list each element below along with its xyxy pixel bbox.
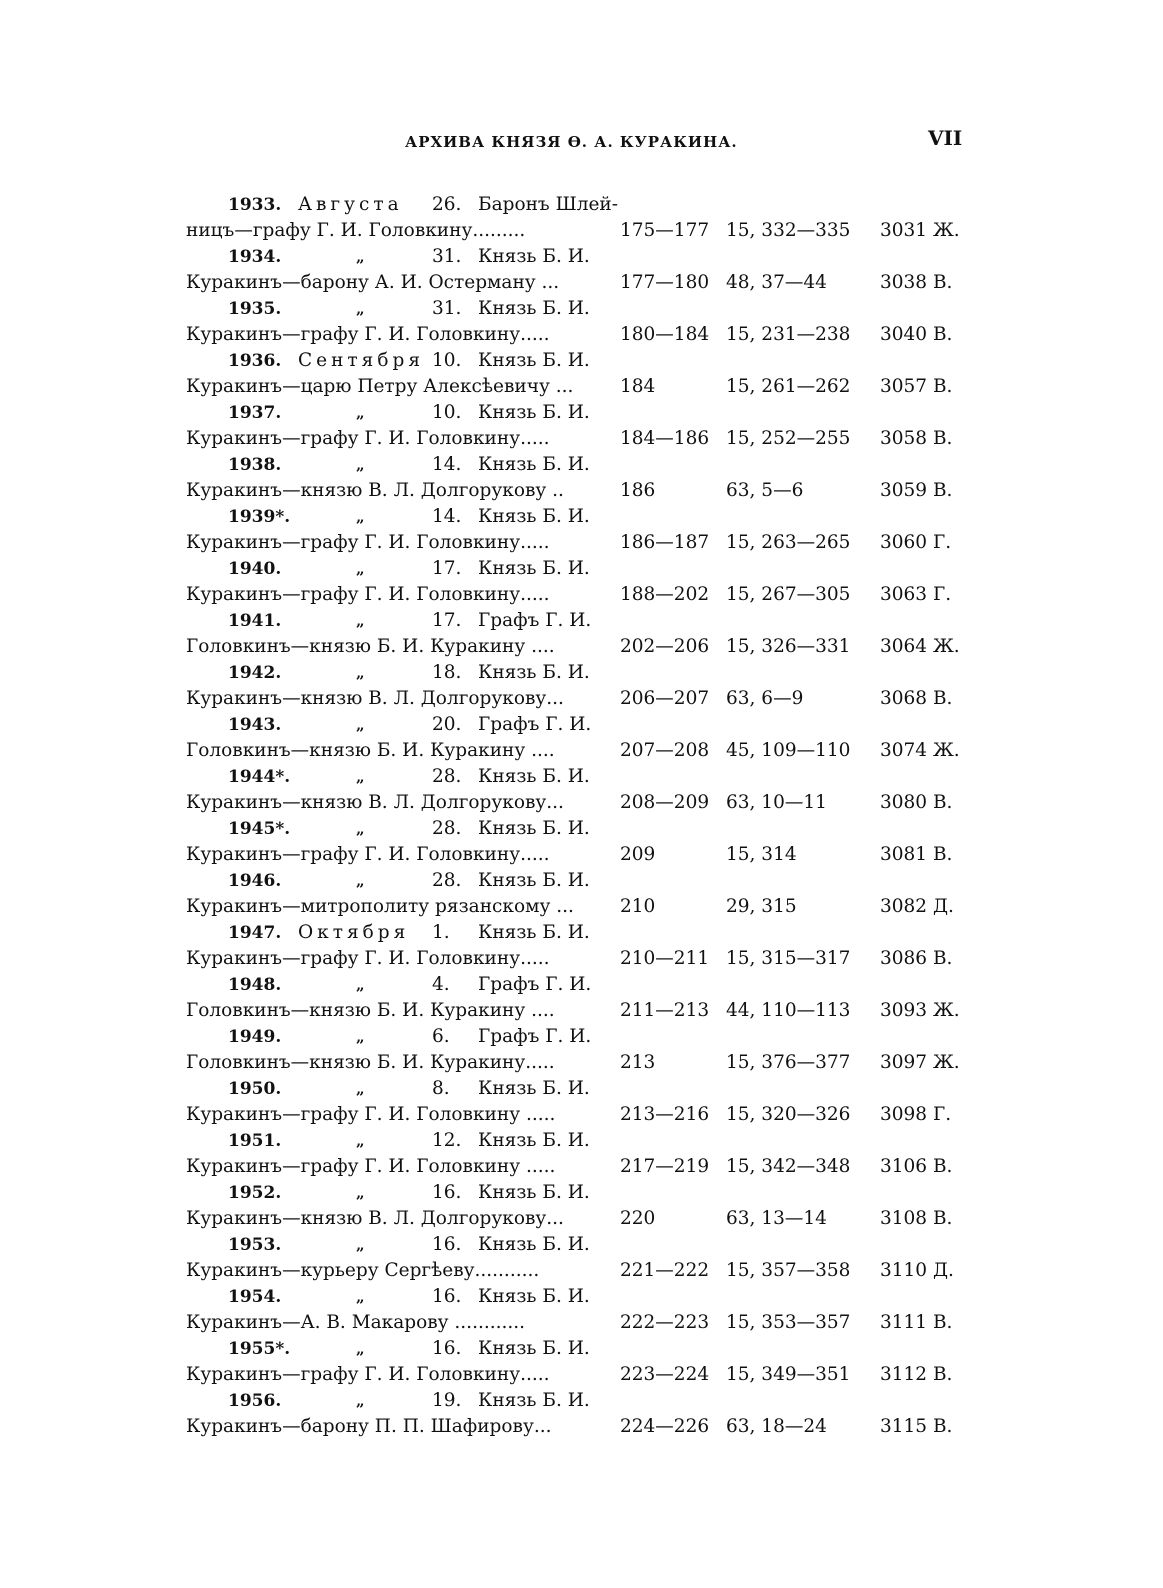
index-entry [0,972,1163,1024]
ditto-mark: „ [356,716,365,734]
entry-number: 1942. [228,663,282,683]
entry-archive-number: 3038 В. [880,272,953,293]
entry-day: 20. [432,714,462,735]
entry-sender: Князь Б. И. [478,506,590,527]
entry-archive-number: 3064 Ж. [880,636,960,657]
entry-day: 12. [432,1130,462,1151]
entry-archive-number: 3063 Г. [880,584,952,605]
entry-sender: Князь Б. И. [478,454,590,475]
index-entry [0,556,1163,608]
entry-correspondence: Головкинъ—князю Б. И. Куракину..... [186,1052,555,1073]
entry-sender: Князь Б. И. [478,766,590,787]
entry-number: 1956. [228,1391,282,1411]
entry-archive-number: 3115 В. [880,1416,953,1437]
entry-archive-number: 3098 Г. [880,1104,952,1125]
entry-reference: 15, 326—331 [726,636,851,657]
entry-day: 26. [432,194,462,215]
ditto-mark: „ [356,1132,365,1150]
index-entry [0,712,1163,764]
entry-archive-number: 3074 Ж. [880,740,960,761]
entry-correspondence: Куракинъ—барону П. П. Шафирову... [186,1416,552,1437]
entry-archive-number: 3110 Д. [880,1260,954,1281]
entry-sender: Князь Б. И. [478,350,590,371]
entry-correspondence: Головкинъ—князю Б. И. Куракину .... [186,1000,555,1021]
entry-sender: Князь Б. И. [478,818,590,839]
entry-pages: 188—202 [620,584,710,605]
index-entry [0,868,1163,920]
entry-number: 1943. [228,715,282,735]
entry-reference: 15, 261—262 [726,376,851,397]
entry-archive-number: 3060 Г. [880,532,952,553]
entry-day: 8. [432,1078,450,1099]
entry-sender: Князь Б. И. [478,1130,590,1151]
entry-correspondence: Головкинъ—князю Б. И. Куракину .... [186,740,555,761]
entry-archive-number: 3106 В. [880,1156,953,1177]
entry-correspondence: Куракинъ—барону А. И. Остерману ... [186,272,560,293]
entry-correspondence: Куракинъ—графу Г. И. Головкину..... [186,948,550,969]
entry-day: 31. [432,298,462,319]
index-entry [0,1284,1163,1336]
entry-number: 1945*. [228,819,291,839]
page-number: VII [928,126,963,150]
entry-reference: 15, 320—326 [726,1104,851,1125]
entry-number: 1947. [228,923,282,943]
entry-correspondence: Куракинъ—графу Г. И. Головкину..... [186,428,550,449]
index-entry [0,348,1163,400]
entry-day: 28. [432,766,462,787]
entry-day: 28. [432,870,462,891]
entry-reference: 63, 18—24 [726,1416,827,1437]
entry-reference: 63, 13—14 [726,1208,827,1229]
entry-pages: 213 [620,1052,656,1073]
entry-reference: 63, 6—9 [726,688,804,709]
index-entry [0,400,1163,452]
entry-number: 1951. [228,1131,282,1151]
entry-reference: 15, 332—335 [726,220,851,241]
entry-archive-number: 3031 Ж. [880,220,960,241]
entry-day: 16. [432,1234,462,1255]
entry-sender: Графъ Г. И. [478,974,592,995]
entry-archive-number: 3080 В. [880,792,953,813]
entry-pages: 184—186 [620,428,710,449]
ditto-mark: „ [356,1392,365,1410]
entry-archive-number: 3108 В. [880,1208,953,1229]
entry-sender: Князь Б. И. [478,298,590,319]
entry-sender: Баронъ Шлей- [478,194,618,215]
entry-day: 6. [432,1026,450,1047]
entry-pages: 202—206 [620,636,710,657]
entry-pages: 207—208 [620,740,710,761]
entry-day: 1. [432,922,450,943]
entry-pages: 220 [620,1208,656,1229]
running-head: АРХИВА КНЯЗЯ Ѳ. А. КУРАКИНА. [405,133,738,151]
entry-correspondence: Куракинъ—графу Г. И. Головкину ..... [186,1104,556,1125]
entry-archive-number: 3082 Д. [880,896,954,917]
entry-number: 1946. [228,871,282,891]
index-entry [0,1232,1163,1284]
entry-correspondence: Куракинъ—князю В. Л. Долгорукову... [186,1208,564,1229]
entry-sender: Князь Б. И. [478,402,590,423]
entry-pages: 221—222 [620,1260,710,1281]
entry-sender: Графъ Г. И. [478,610,592,631]
entry-archive-number: 3068 В. [880,688,953,709]
entry-day: 31. [432,246,462,267]
entry-number: 1953. [228,1235,282,1255]
entry-reference: 15, 315—317 [726,948,851,969]
entry-pages: 224—226 [620,1416,710,1437]
entry-correspondence: Куракинъ—графу Г. И. Головкину ..... [186,1156,556,1177]
ditto-mark: „ [356,1236,365,1254]
entry-correspondence: Куракинъ—графу Г. И. Головкину..... [186,1364,550,1385]
index-entry [0,1180,1163,1232]
entry-reference: 15, 263—265 [726,532,851,553]
entry-day: 28. [432,818,462,839]
entry-day: 10. [432,350,462,371]
entry-correspondence: Куракинъ—графу Г. И. Головкину..... [186,844,550,865]
entry-sender: Князь Б. И. [478,662,590,683]
entry-correspondence: Куракинъ—князю В. Л. Долгорукову .. [186,480,564,501]
entry-number: 1939*. [228,507,291,527]
entry-reference: 15, 314 [726,844,797,865]
ditto-mark: „ [356,456,365,474]
entry-day: 16. [432,1338,462,1359]
entry-day: 18. [432,662,462,683]
entry-correspondence: Куракинъ—графу Г. И. Головкину..... [186,324,550,345]
entry-pages: 175—177 [620,220,710,241]
letter-index-list [0,192,1163,1440]
entry-day: 16. [432,1286,462,1307]
entry-reference: 45, 109—110 [726,740,851,761]
entry-reference: 15, 231—238 [726,324,851,345]
entry-day: 14. [432,506,462,527]
entry-day: 16. [432,1182,462,1203]
entry-month: Сентября [298,350,424,371]
entry-pages: 223—224 [620,1364,710,1385]
index-entry [0,244,1163,296]
entry-number: 1934. [228,247,282,267]
ditto-mark: „ [356,1080,365,1098]
index-entry [0,1076,1163,1128]
entry-number: 1938. [228,455,282,475]
entry-sender: Князь Б. И. [478,558,590,579]
entry-archive-number: 3111 В. [880,1312,953,1333]
index-entry [0,296,1163,348]
entry-reference: 15, 342—348 [726,1156,851,1177]
index-entry [0,1336,1163,1388]
index-entry [0,1388,1163,1440]
entry-number: 1935. [228,299,282,319]
entry-sender: Князь Б. И. [478,1182,590,1203]
entry-archive-number: 3040 В. [880,324,953,345]
entry-archive-number: 3059 В. [880,480,953,501]
ditto-mark: „ [356,508,365,526]
entry-pages: 217—219 [620,1156,710,1177]
entry-reference: 63, 10—11 [726,792,827,813]
entry-number: 1940. [228,559,282,579]
entry-reference: 15, 353—357 [726,1312,851,1333]
entry-correspondence: Куракинъ—графу Г. И. Головкину..... [186,584,550,605]
entry-sender: Князь Б. И. [478,1338,590,1359]
index-entry [0,920,1163,972]
entry-archive-number: 3081 В. [880,844,953,865]
entry-correspondence: Куракинъ—А. В. Макарову ............ [186,1312,525,1333]
entry-sender: Князь Б. И. [478,1390,590,1411]
entry-month: Октября [298,922,410,943]
entry-pages: 206—207 [620,688,710,709]
entry-pages: 180—184 [620,324,710,345]
entry-sender: Князь Б. И. [478,1078,590,1099]
ditto-mark: „ [356,404,365,422]
entry-day: 19. [432,1390,462,1411]
entry-pages: 184 [620,376,656,397]
ditto-mark: „ [356,1184,365,1202]
entry-archive-number: 3057 В. [880,376,953,397]
entry-correspondence: Куракинъ—царю Петру Алексѣевичу ... [186,376,574,397]
entry-pages: 211—213 [620,1000,710,1021]
entry-number: 1936. [228,351,282,371]
ditto-mark: „ [356,248,365,266]
entry-number: 1954. [228,1287,282,1307]
entry-reference: 63, 5—6 [726,480,804,501]
ditto-mark: „ [356,768,365,786]
index-entry [0,816,1163,868]
entry-reference: 44, 110—113 [726,1000,851,1021]
entry-pages: 177—180 [620,272,710,293]
entry-number: 1937. [228,403,282,423]
index-entry [0,452,1163,504]
entry-month: Августа [298,194,403,215]
entry-number: 1952. [228,1183,282,1203]
entry-reference: 15, 267—305 [726,584,851,605]
entry-pages: 213—216 [620,1104,710,1125]
entry-sender: Князь Б. И. [478,1234,590,1255]
entry-pages: 222—223 [620,1312,710,1333]
entry-sender: Князь Б. И. [478,246,590,267]
index-entry [0,660,1163,712]
ditto-mark: „ [356,1340,365,1358]
ditto-mark: „ [356,560,365,578]
entry-number: 1955*. [228,1339,291,1359]
entry-correspondence: Куракинъ—графу Г. И. Головкину..... [186,532,550,553]
entry-archive-number: 3112 В. [880,1364,953,1385]
ditto-mark: „ [356,976,365,994]
entry-number: 1941. [228,611,282,631]
entry-day: 10. [432,402,462,423]
index-entry [0,608,1163,660]
entry-reference: 48, 37—44 [726,272,827,293]
entry-pages: 209 [620,844,656,865]
entry-reference: 29, 315 [726,896,797,917]
entry-pages: 186 [620,480,656,501]
ditto-mark: „ [356,300,365,318]
entry-pages: 210—211 [620,948,710,969]
entry-reference: 15, 252—255 [726,428,851,449]
entry-reference: 15, 376—377 [726,1052,851,1073]
index-entry [0,1024,1163,1076]
entry-sender: Князь Б. И. [478,922,590,943]
entry-sender: Князь Б. И. [478,870,590,891]
index-entry [0,192,1163,244]
entry-correspondence: Головкинъ—князю Б. И. Куракину .... [186,636,555,657]
entry-sender: Князь Б. И. [478,1286,590,1307]
entry-correspondence: Куракинъ—курьеру Сергѣеву........... [186,1260,540,1281]
entry-number: 1949. [228,1027,282,1047]
entry-number: 1950. [228,1079,282,1099]
ditto-mark: „ [356,1028,365,1046]
index-entry [0,504,1163,556]
ditto-mark: „ [356,664,365,682]
entry-reference: 15, 357—358 [726,1260,851,1281]
entry-archive-number: 3097 Ж. [880,1052,960,1073]
entry-correspondence: Куракинъ—князю В. Л. Долгорукову... [186,792,564,813]
entry-number: 1944*. [228,767,291,787]
entry-number: 1933. [228,195,282,215]
entry-day: 4. [432,974,450,995]
index-entry [0,764,1163,816]
entry-pages: 208—209 [620,792,710,813]
entry-archive-number: 3086 В. [880,948,953,969]
entry-day: 17. [432,558,462,579]
entry-archive-number: 3093 Ж. [880,1000,960,1021]
entry-correspondence: Куракинъ—князю В. Л. Долгорукову... [186,688,564,709]
entry-day: 14. [432,454,462,475]
index-entry [0,1128,1163,1180]
entry-pages: 186—187 [620,532,710,553]
entry-correspondence: ницъ—графу Г. И. Головкину......... [186,220,526,241]
entry-archive-number: 3058 В. [880,428,953,449]
ditto-mark: „ [356,872,365,890]
entry-pages: 210 [620,896,656,917]
entry-sender: Графъ Г. И. [478,714,592,735]
ditto-mark: „ [356,820,365,838]
entry-reference: 15, 349—351 [726,1364,851,1385]
entry-correspondence: Куракинъ—митрополиту рязанскому ... [186,896,574,917]
entry-sender: Графъ Г. И. [478,1026,592,1047]
ditto-mark: „ [356,1288,365,1306]
ditto-mark: „ [356,612,365,630]
entry-day: 17. [432,610,462,631]
entry-number: 1948. [228,975,282,995]
